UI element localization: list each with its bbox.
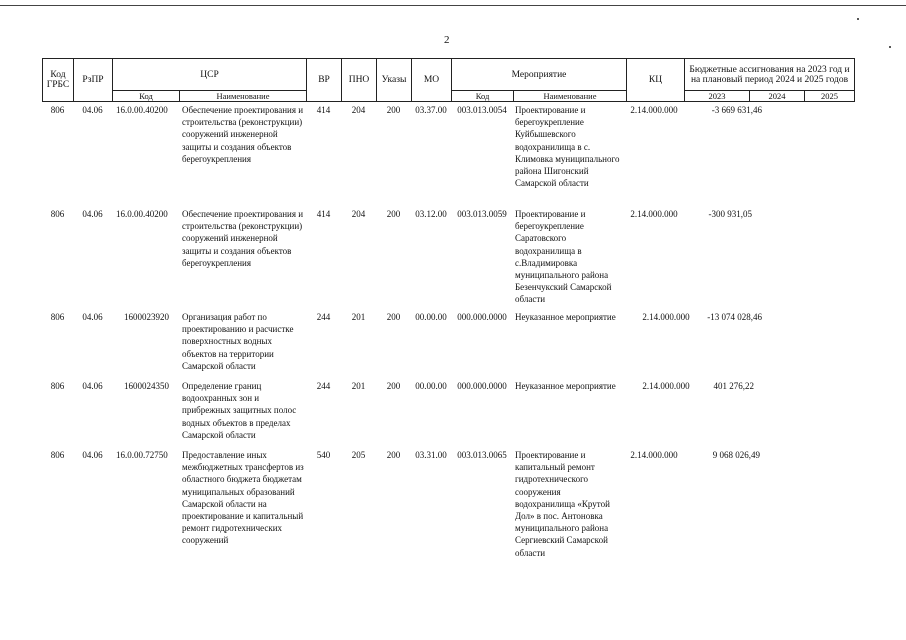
col-2023: 2023 — [685, 91, 750, 102]
cell-mo: 03.31.00 — [415, 450, 447, 460]
cell-csr-code: 16.0.00.40200 — [116, 209, 168, 219]
cell-pno: 201 — [351, 381, 366, 391]
cell-kc: 2.14.000.000 — [630, 105, 678, 115]
cell-ukazy: 200 — [386, 209, 401, 219]
col-2025: 2025 — [805, 91, 855, 102]
cell-vr: 540 — [316, 450, 331, 460]
cell-csr-code: 1600024350 — [124, 381, 169, 391]
col-kc: КЦ — [627, 59, 685, 102]
cell-kc: 2.14.000.000 — [642, 381, 690, 391]
cell-2023: 9 068 026,49 — [712, 450, 760, 460]
cell-mo: 03.12.00 — [415, 209, 447, 219]
cell-mer-code: 003.013.0054 — [457, 105, 507, 115]
cell-mer-code: 000.000.0000 — [457, 312, 507, 322]
cell-vr: 244 — [316, 312, 331, 322]
cell-2023: -3 669 631,46 — [711, 105, 762, 115]
cell-pno: 205 — [351, 450, 366, 460]
cell-ukazy: 200 — [386, 105, 401, 115]
col-kod-grbs: Код ГРБС — [43, 59, 74, 102]
col-mo: МО — [412, 59, 452, 102]
col-mer-name: Наименование — [514, 91, 627, 102]
cell-pno: 204 — [351, 105, 366, 115]
col-rzpr: РзПР — [74, 59, 113, 102]
budget-table-header — [42, 58, 855, 102]
cell-rzpr: 04.06 — [82, 312, 103, 322]
cell-csr-name: Обеспечение проектирования и строительства (реконструкции) сооружений инженерной защиты и создания объектов берегоукрепления — [182, 105, 304, 164]
cell-mer-code: 000.000.0000 — [457, 381, 507, 391]
cell-2023: 401 276,22 — [713, 381, 754, 391]
col-csr: ЦСР — [113, 59, 307, 91]
cell-rzpr: 04.06 — [82, 209, 103, 219]
cell-kc: 2.14.000.000 — [630, 450, 678, 460]
cell-mer-name: Неуказанное мероприятие — [515, 312, 616, 322]
cell-csr-name: Организация работ по проектированию и расчистке поверхностных водных объектов на территории Самарской области — [182, 312, 294, 371]
cell-vr: 414 — [316, 209, 331, 219]
cell-mo: 03.37.00 — [415, 105, 447, 115]
cell-csr-name: Определение границ водоохранных зон и прибрежных защитных полос водных объектов в пределах Самарской области — [182, 381, 297, 440]
cell-rzpr: 04.06 — [82, 381, 103, 391]
cell-grbs: 806 — [50, 105, 65, 115]
cell-mer-name: Проектирование и капитальный ремонт гидротехнического сооружения водохранилища «Крутой Дол» в пос. Антоновка муниципального района Сергиевский Самарской области — [515, 450, 610, 558]
col-vr: ВР — [307, 59, 342, 102]
page-number: 2 — [444, 34, 450, 46]
cell-mo: 00.00.00 — [415, 381, 447, 391]
col-csr-name: Наименование — [180, 91, 307, 102]
cell-csr-code: 16.0.00.40200 — [116, 105, 168, 115]
cell-grbs: 806 — [50, 312, 65, 322]
col-csr-kod: Код — [113, 91, 180, 102]
cell-ukazy: 200 — [386, 312, 401, 322]
cell-mer-code: 003.013.0065 — [457, 450, 507, 460]
cell-grbs: 806 — [50, 209, 65, 219]
cell-grbs: 806 — [50, 450, 65, 460]
cell-ukazy: 200 — [386, 381, 401, 391]
cell-csr-code: 1600023920 — [124, 312, 169, 322]
col-budget: Бюджетные ассигнования на 2023 год и на плановый период 2024 и 2025 годов — [685, 59, 855, 91]
cell-csr-code: 16.0.00.72750 — [116, 450, 168, 460]
cell-mer-code: 003.013.0059 — [457, 209, 507, 219]
scan-speck — [889, 46, 891, 48]
top-rule — [0, 5, 906, 6]
cell-mo: 00.00.00 — [415, 312, 447, 322]
col-meropriyatie: Мероприятие — [452, 59, 627, 91]
cell-rzpr: 04.06 — [82, 105, 103, 115]
cell-mer-name: Неуказанное мероприятие — [515, 381, 616, 391]
cell-grbs: 806 — [50, 381, 65, 391]
cell-csr-name: Обеспечение проектирования и строительства (реконструкции) сооружений инженерной защиты и создания объектов берегоукрепления — [182, 209, 304, 268]
cell-vr: 244 — [316, 381, 331, 391]
cell-csr-name: Предоставление иных межбюджетных трансфертов из областного бюджета бюджетам муниципальных образований Самарской области на проектирование и капитальный ремонт гидротехнических сооружений — [182, 450, 304, 546]
col-pno: ПНО — [342, 59, 377, 102]
cell-rzpr: 04.06 — [82, 450, 103, 460]
cell-2023: -13 074 028,46 — [707, 312, 762, 322]
col-ukazy: Указы — [377, 59, 412, 102]
cell-2023: -300 931,05 — [708, 209, 752, 219]
cell-kc: 2.14.000.000 — [642, 312, 690, 322]
cell-mer-name: Проектирование и берегоукрепление Куйбышевского водохранилища в с. Климовка муниципального района Шигонский Самарской области — [515, 105, 620, 189]
col-mer-kod: Код — [452, 91, 514, 102]
cell-pno: 201 — [351, 312, 366, 322]
scan-speck — [857, 18, 859, 20]
cell-ukazy: 200 — [386, 450, 401, 460]
cell-kc: 2.14.000.000 — [630, 209, 678, 219]
col-2024: 2024 — [750, 91, 805, 102]
cell-mer-name: Проектирование и берегоукрепление Саратовского водохранилища в с.Владимировка муниципального района Безенчукский Самарской области — [515, 209, 612, 305]
cell-pno: 204 — [351, 209, 366, 219]
cell-vr: 414 — [316, 105, 331, 115]
